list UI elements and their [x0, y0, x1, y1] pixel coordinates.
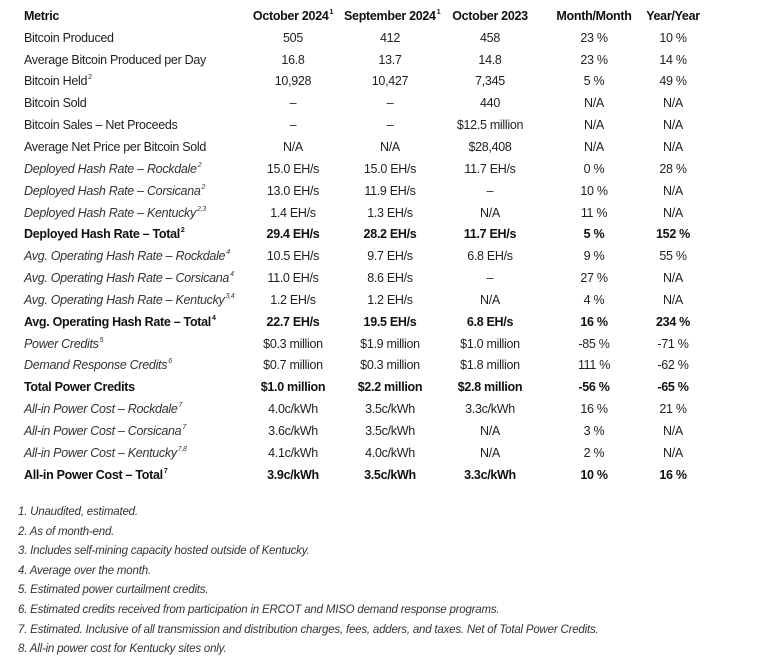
value-cell: – — [289, 118, 297, 133]
value-cell: $2.8 million — [457, 380, 523, 395]
value-cell: 10,928 — [274, 74, 312, 89]
table-row — [24, 92, 702, 114]
metric-label: Deployed Hash Rate – Kentucky — [24, 205, 196, 220]
value-cell: N/A — [663, 205, 683, 220]
metric-label: Deployed Hash Rate – Rockdale — [24, 161, 197, 176]
header-label: October 2024 — [252, 8, 329, 23]
value-cell: $0.3 million — [263, 336, 323, 351]
value-cell: 16.8 — [281, 52, 305, 67]
value-cell: $12.5 million — [456, 118, 524, 133]
footnote-ref: 4 — [211, 314, 216, 322]
value-cell: -65 % — [657, 380, 689, 395]
value-cell: -56 % — [578, 380, 610, 395]
footnote-ref: 7 — [178, 402, 183, 410]
value-cell: 4.1c/kWh — [268, 445, 318, 460]
footnote-ref: 7 — [182, 423, 186, 431]
value-cell: 16 % — [580, 402, 608, 417]
metric-cell — [24, 206, 242, 220]
footnote: 8. All-in power cost for Kentucky sites only. — [18, 643, 227, 656]
value-cell: 1.2 EH/s — [367, 292, 413, 307]
value-cell: $28,408 — [468, 139, 512, 154]
value-cell: N/A — [283, 139, 303, 154]
footnote-ref: 2 — [180, 227, 185, 235]
footnote: 6. Estimated credits received from participation in ERCOT and MISO demand response programs. — [18, 603, 500, 616]
value-cell: $2.2 million — [357, 380, 423, 395]
value-cell: 9 % — [583, 249, 605, 264]
table-row — [24, 202, 702, 224]
value-cell: 152 % — [656, 227, 690, 242]
value-cell: 440 — [480, 96, 500, 111]
value-cell: N/A — [663, 139, 683, 154]
value-cell: N/A — [663, 183, 683, 198]
footnote: 7. Estimated. Inclusive of all transmission and distribution charges, fees, adders, and taxes. Net of Total Power Credits. — [18, 623, 599, 636]
value-cell: 5 % — [583, 74, 605, 89]
value-cell: 11.7 EH/s — [464, 161, 516, 176]
value-cell: – — [386, 118, 394, 133]
table-row — [24, 355, 702, 377]
table-row — [24, 180, 702, 202]
table-row — [24, 158, 702, 180]
value-cell: 15.0 EH/s — [266, 161, 320, 176]
value-cell: 8.6 EH/s — [367, 271, 413, 286]
value-cell: 16 % — [580, 314, 608, 329]
metric-label: All-in Power Cost – Total — [24, 467, 163, 482]
value-cell: -85 % — [578, 336, 610, 351]
footnote-ref: 4 — [226, 249, 230, 257]
value-cell: 3.5c/kWh — [365, 423, 415, 438]
metric-label: Demand Response Credits — [24, 358, 168, 373]
value-cell: N/A — [663, 423, 683, 438]
value-cell: 14.8 — [478, 52, 502, 67]
metric-cell — [24, 118, 242, 132]
metric-cell — [24, 31, 242, 45]
value-cell: N/A — [584, 139, 604, 154]
metric-cell — [24, 446, 242, 460]
value-cell: N/A — [663, 445, 683, 460]
metric-cell — [24, 315, 242, 329]
table-row — [24, 267, 702, 289]
value-cell: 4 % — [583, 292, 605, 307]
table-row — [24, 223, 702, 245]
metric-label: Deployed Hash Rate – Total — [24, 227, 180, 242]
table-row — [24, 245, 702, 267]
value-cell: N/A — [480, 423, 500, 438]
footnote: 3. Includes self-mining capacity hosted outside of Kentucky. — [18, 545, 310, 558]
value-cell: 7,345 — [475, 74, 505, 89]
footnote-ref: 2 — [197, 161, 202, 169]
metric-label: All-in Power Cost – Kentucky — [24, 445, 177, 460]
metrics-table — [24, 5, 702, 486]
footnote-ref: 3,4 — [225, 292, 235, 300]
value-cell: 3.5c/kWh — [365, 402, 415, 417]
value-cell: – — [386, 96, 394, 111]
metric-cell — [24, 380, 242, 394]
value-cell: $1.0 million — [260, 380, 326, 395]
value-cell: $1.8 million — [460, 358, 520, 373]
metric-label: Power Credits — [24, 336, 99, 351]
value-cell: 55 % — [659, 249, 687, 264]
metric-cell — [24, 293, 242, 307]
metric-cell — [24, 53, 242, 67]
value-cell: 11 % — [580, 205, 608, 220]
value-cell: – — [486, 271, 494, 286]
table-row — [24, 289, 702, 311]
metric-cell — [24, 424, 242, 438]
value-cell: 6.8 EH/s — [466, 314, 514, 329]
value-cell: 11.0 EH/s — [267, 271, 319, 286]
value-cell: – — [289, 96, 297, 111]
metric-label: Bitcoin Held — [24, 74, 88, 89]
header-oct-2024 — [242, 9, 344, 23]
value-cell: 10 % — [580, 467, 608, 482]
value-cell: 10,427 — [371, 74, 409, 89]
footnote: 4. Average over the month. — [18, 564, 151, 577]
table-row — [24, 311, 702, 333]
value-cell: 2 % — [583, 445, 605, 460]
footnote-ref: 2,3 — [196, 205, 206, 213]
metric-cell — [24, 96, 242, 110]
metric-cell — [24, 249, 242, 263]
value-cell: 1.3 EH/s — [367, 205, 413, 220]
value-cell: 505 — [283, 30, 303, 45]
metric-label: All-in Power Cost – Corsicana — [24, 423, 182, 438]
value-cell: 1.2 EH/s — [270, 292, 316, 307]
value-cell: 3.9c/kWh — [267, 467, 319, 482]
value-cell: 6.8 EH/s — [467, 249, 513, 264]
table-row — [24, 114, 702, 136]
footnote-ref: 1 — [436, 8, 441, 16]
value-cell: 1.4 EH/s — [270, 205, 316, 220]
value-cell: N/A — [584, 118, 604, 133]
table-row — [24, 27, 702, 49]
header-label: September 2024 — [344, 8, 436, 23]
table-row — [24, 136, 702, 158]
value-cell: N/A — [663, 118, 683, 133]
value-cell: N/A — [380, 139, 400, 154]
value-cell: 458 — [480, 30, 500, 45]
value-cell: 23 % — [580, 30, 608, 45]
value-cell: 3.3c/kWh — [465, 402, 515, 417]
value-cell: 11.7 EH/s — [463, 227, 517, 242]
metric-cell — [24, 227, 242, 241]
value-cell: 3.5c/kWh — [364, 467, 416, 482]
value-cell: 49 % — [659, 74, 687, 89]
metric-label: Bitcoin Produced — [24, 30, 114, 45]
metric-label: All-in Power Cost – Rockdale — [24, 402, 178, 417]
value-cell: N/A — [663, 271, 683, 286]
footnote-ref: 6 — [168, 358, 172, 366]
value-cell: N/A — [584, 96, 604, 111]
value-cell: 10 % — [659, 30, 687, 45]
footnote-ref: 2 — [201, 183, 206, 191]
metric-label: Avg. Operating Hash Rate – Rockdale — [24, 249, 226, 264]
value-cell: 13.0 EH/s — [266, 183, 320, 198]
table-row — [24, 333, 702, 355]
value-cell: 4.0c/kWh — [365, 445, 415, 460]
header-metric: Metric — [24, 8, 60, 23]
footnote: 2. As of month-end. — [18, 525, 115, 538]
footnote-ref: 5 — [99, 336, 104, 344]
metric-cell — [24, 74, 242, 88]
value-cell: $1.0 million — [460, 336, 520, 351]
table-row — [24, 442, 702, 464]
footnote: 5. Estimated power curtailment credits. — [18, 584, 209, 597]
value-cell: 16 % — [659, 467, 687, 482]
footnote-ref: 7 — [163, 467, 168, 475]
metric-cell — [24, 402, 242, 416]
header-sep-2024 — [344, 8, 441, 23]
value-cell: 29.4 EH/s — [266, 227, 320, 242]
footnote-ref: 2 — [88, 74, 92, 82]
value-cell: 15.0 EH/s — [363, 161, 417, 176]
value-cell: 22.7 EH/s — [266, 314, 320, 329]
metric-label: Bitcoin Sales – Net Proceeds — [24, 118, 178, 133]
value-cell: N/A — [663, 96, 683, 111]
value-cell: $0.3 million — [360, 358, 420, 373]
value-cell: 27 % — [580, 271, 608, 286]
value-cell: $1.9 million — [360, 336, 420, 351]
value-cell: 10.5 EH/s — [266, 249, 320, 264]
value-cell: 412 — [380, 30, 400, 45]
metric-label: Average Bitcoin Produced per Day — [24, 52, 206, 67]
value-cell: 21 % — [659, 402, 687, 417]
value-cell: 4.0c/kWh — [268, 402, 318, 417]
value-cell: 3.3c/kWh — [464, 467, 516, 482]
value-cell: 234 % — [656, 314, 690, 329]
value-cell: 10 % — [580, 183, 608, 198]
table-header — [24, 5, 702, 27]
value-cell: N/A — [663, 292, 683, 307]
metric-label: Bitcoin Sold — [24, 96, 87, 111]
value-cell: 9.7 EH/s — [367, 249, 413, 264]
value-cell: 23 % — [580, 52, 608, 67]
value-cell: 5 % — [583, 227, 605, 242]
table-row — [24, 71, 702, 93]
value-cell: 111 % — [577, 358, 611, 373]
value-cell: N/A — [480, 292, 500, 307]
metric-label: Total Power Credits — [24, 380, 135, 395]
metric-cell — [24, 140, 242, 154]
footnote-ref: 1 — [329, 8, 334, 16]
footnote: 1. Unaudited, estimated. — [18, 506, 138, 518]
metric-label: Average Net Price per Bitcoin Sold — [24, 139, 207, 154]
value-cell: -62 % — [657, 358, 689, 373]
table-row — [24, 420, 702, 442]
value-cell: 3 % — [583, 423, 605, 438]
value-cell: N/A — [480, 445, 500, 460]
metric-label: Avg. Operating Hash Rate – Total — [24, 314, 211, 329]
metric-cell — [24, 184, 242, 198]
value-cell: 0 % — [583, 161, 605, 176]
footnote-ref: 7,8 — [177, 445, 187, 453]
metric-cell — [24, 358, 242, 372]
metric-cell — [24, 337, 242, 351]
metric-label: Deployed Hash Rate – Corsicana — [24, 183, 201, 198]
value-cell: 14 % — [659, 52, 687, 67]
table-row — [24, 376, 702, 398]
header-year-year: Year/Year — [646, 8, 700, 23]
table-row — [24, 464, 702, 486]
header-month-month: Month/Month — [556, 8, 632, 23]
value-cell: N/A — [480, 205, 500, 220]
value-cell: -71 % — [657, 336, 689, 351]
value-cell: 19.5 EH/s — [363, 314, 417, 329]
value-cell: 28 % — [659, 161, 687, 176]
metric-cell — [24, 468, 242, 482]
footnotes — [18, 503, 599, 660]
value-cell: – — [486, 183, 494, 198]
table-row — [24, 49, 702, 71]
value-cell: 11.9 EH/s — [364, 183, 416, 198]
metric-label: Avg. Operating Hash Rate – Kentucky — [24, 292, 225, 307]
metric-cell — [24, 271, 242, 285]
value-cell: 28.2 EH/s — [363, 227, 417, 242]
value-cell: 3.6c/kWh — [268, 423, 318, 438]
header-oct-2023: October 2023 — [452, 8, 528, 23]
metric-cell — [24, 162, 242, 176]
value-cell: 13.7 — [378, 52, 402, 67]
table-row — [24, 398, 702, 420]
metric-label: Avg. Operating Hash Rate – Corsicana — [24, 271, 230, 286]
footnote-ref: 4 — [230, 271, 234, 279]
value-cell: $0.7 million — [263, 358, 323, 373]
